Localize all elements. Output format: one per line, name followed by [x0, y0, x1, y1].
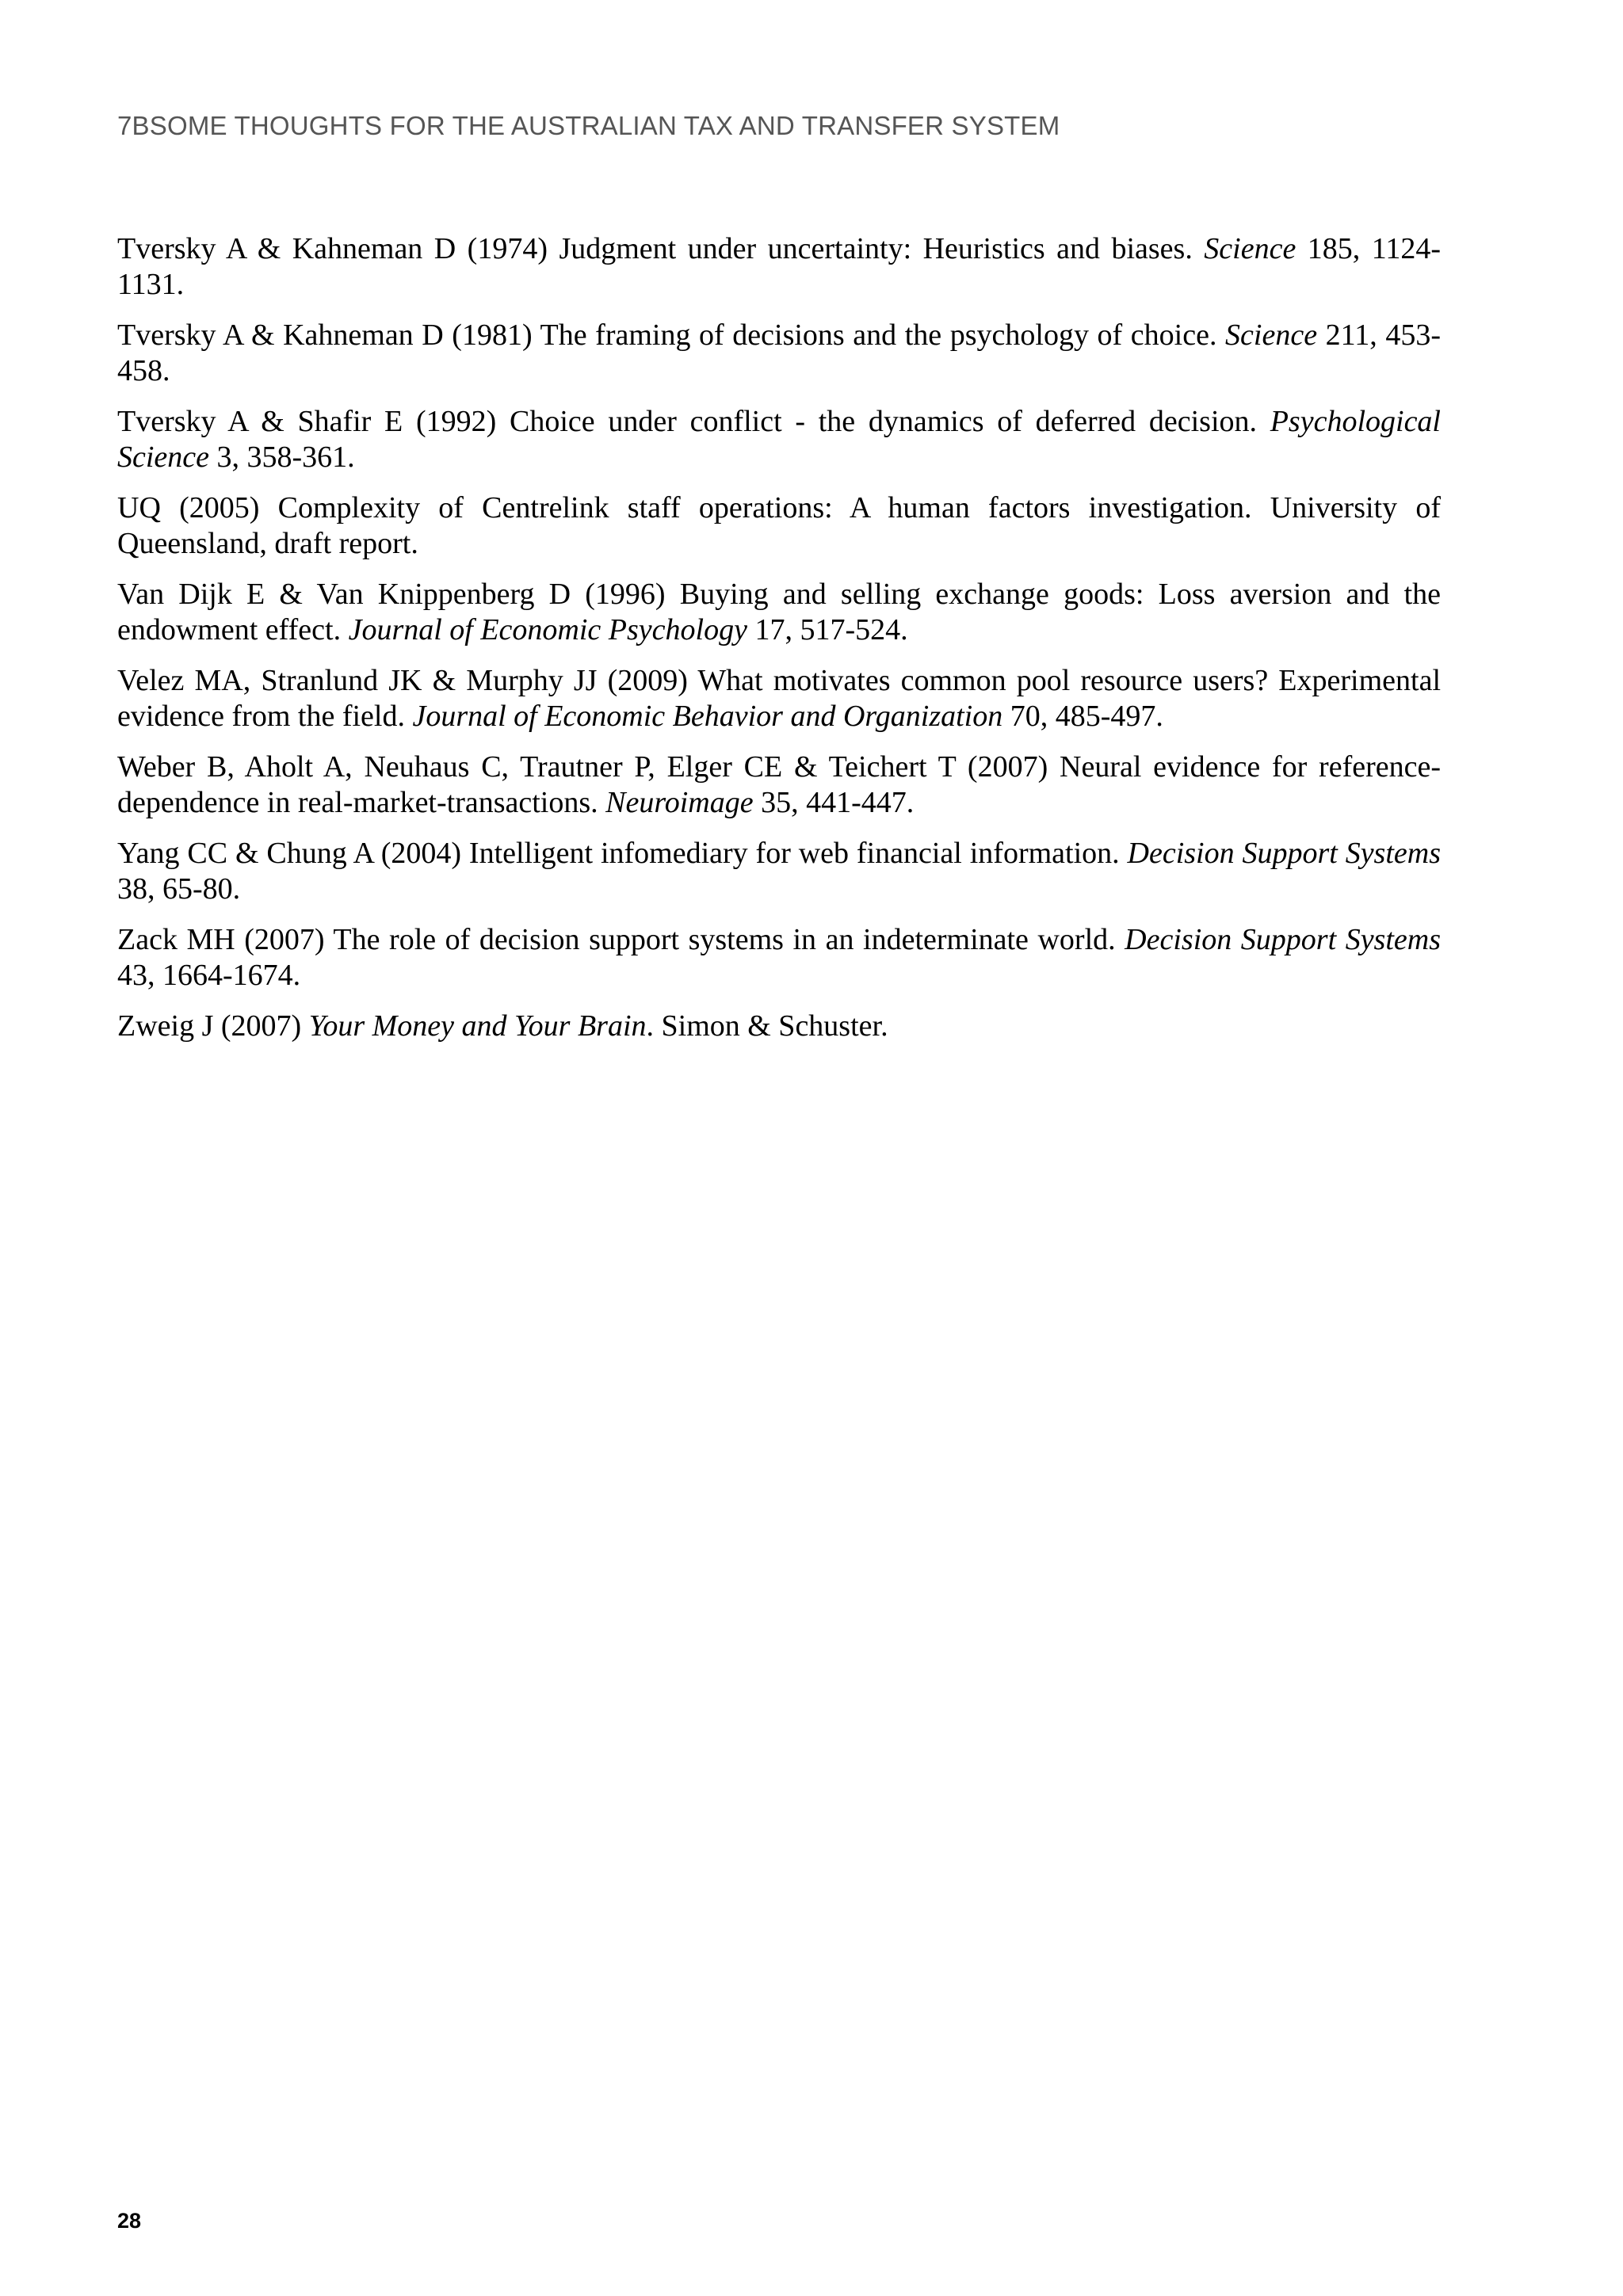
reference-entry: [117, 231, 1441, 303]
reference-text: Zweig J (2007): [117, 1009, 309, 1043]
reference-list: [117, 231, 1441, 1059]
reference-journal: Your Money and Your Brain: [308, 1009, 647, 1043]
reference-details: 35, 441-447.: [753, 786, 915, 819]
page-number: 28: [117, 2209, 142, 2233]
reference-entry: [117, 749, 1441, 821]
reference-text: Tversky A & Kahneman D (1974) Judgment under uncertainty: Heuristics and biases.: [117, 232, 1205, 265]
reference-text: Van Dijk E & Van Knippenberg D (1996) Buying and selling exchange goods: Loss aversion and the endowment effect.: [117, 578, 1441, 646]
running-header: 7BSOME THOUGHTS FOR THE AUSTRALIAN TAX AND TRANSFER SYSTEM: [117, 111, 1060, 140]
reference-entry: [117, 663, 1441, 734]
reference-journal: Psychological Science: [117, 405, 1441, 474]
reference-details: 185, 1124-1131.: [117, 232, 1441, 301]
reference-text: Weber B, Aholt A, Neuhaus C, Trautner P, Elger CE & Teichert T (2007) Neural evidence for reference-dependence in real-market-transactions.: [117, 750, 1441, 819]
reference-journal: Journal of Economic Behavior and Organization: [412, 700, 1003, 733]
reference-entry: [117, 1009, 1441, 1044]
reference-journal: Science: [1204, 232, 1296, 265]
reference-details: 17, 517-524.: [747, 613, 908, 646]
reference-journal: Neuroimage: [605, 786, 754, 819]
reference-text: Velez MA, Stranlund JK & Murphy JJ (2009) What motivates common pool resource users? Experimental evidence from the field.: [117, 664, 1441, 733]
reference-journal: Journal of Economic Psychology: [348, 613, 747, 646]
reference-entry: [117, 577, 1441, 648]
reference-journal: Science: [1225, 318, 1318, 352]
reference-details: 70, 485-497.: [1002, 700, 1163, 733]
reference-text: Tversky A & Shafir E (1992) Choice under conflict - the dynamics of deferred decision.: [117, 405, 1270, 438]
reference-entry: [117, 404, 1441, 475]
reference-text: Yang CC & Chung A (2004) Intelligent infomediary for web financial information.: [117, 837, 1128, 870]
reference-journal: Decision Support Systems: [1127, 837, 1442, 870]
reference-details: 38, 65-80.: [117, 872, 241, 906]
reference-entry: [117, 318, 1441, 389]
reference-entry: [117, 490, 1441, 562]
reference-details: 211, 453-458.: [117, 318, 1441, 387]
reference-details: 3, 358-361.: [209, 441, 355, 474]
reference-details: 43, 1664-1674.: [117, 959, 301, 992]
reference-text: Zack MH (2007) The role of decision support systems in an indeterminate world.: [117, 923, 1125, 956]
reference-entry: [117, 836, 1441, 907]
reference-text: Tversky A & Kahneman D (1981) The framing of decisions and the psychology of choice.: [117, 318, 1226, 352]
reference-text: UQ (2005) Complexity of Centrelink staff operations: A human factors investigation. University of Queensland, draft report.: [117, 491, 1441, 560]
reference-entry: [117, 922, 1441, 994]
reference-details: . Simon & Schuster.: [646, 1009, 888, 1043]
reference-journal: Decision Support Systems: [1125, 923, 1441, 956]
